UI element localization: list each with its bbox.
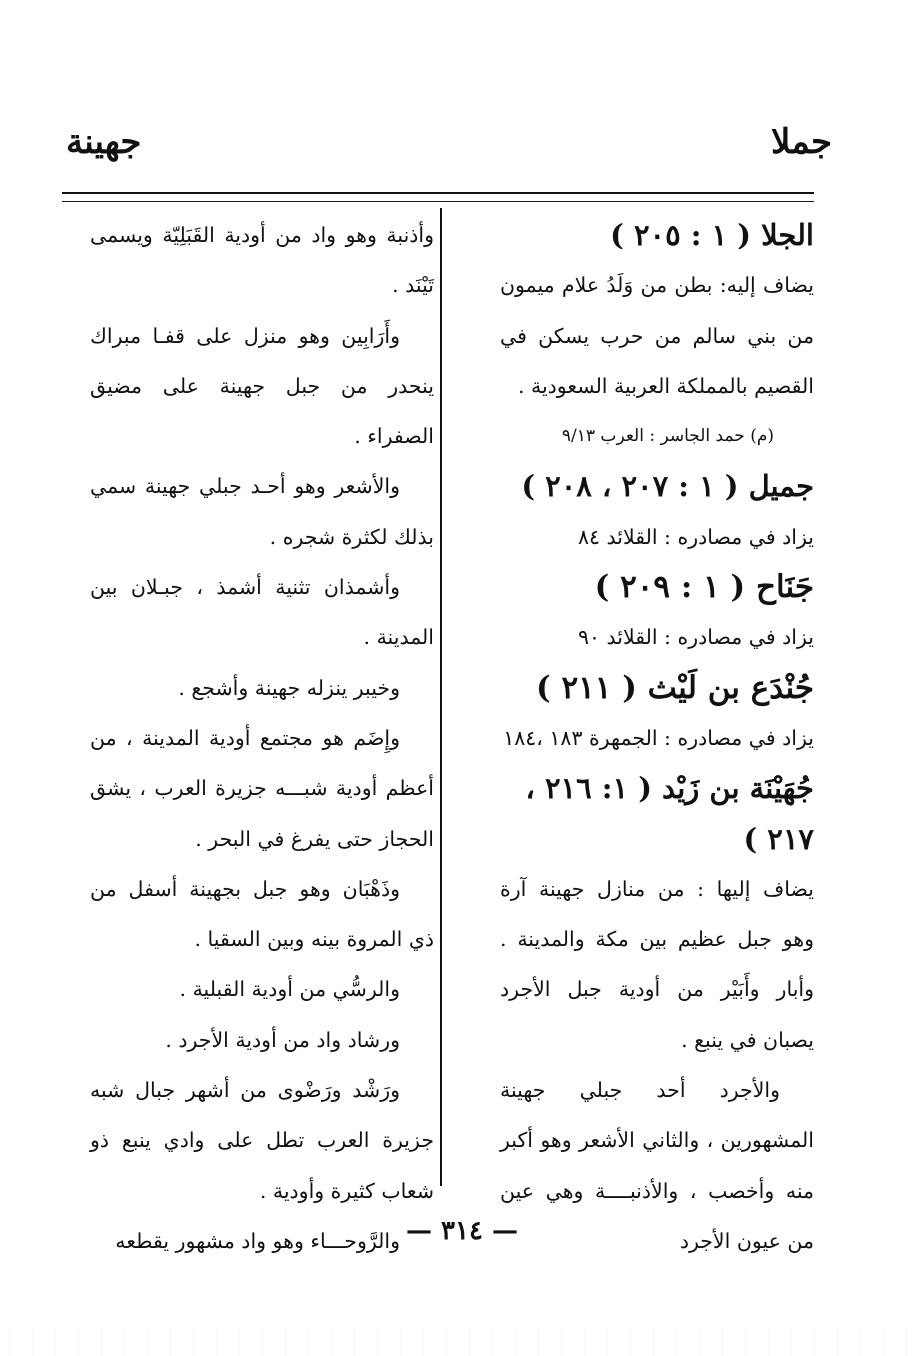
running-head-left: جهينة xyxy=(66,122,142,162)
right-column xyxy=(500,210,814,1266)
paragraph-khaybar: وخيبر ينزله جهينة وأشجع . xyxy=(178,675,400,700)
entry-note-jala: (م) حمد الجاسر : العرب ٩/١٣ xyxy=(561,426,774,447)
paragraph-rawha: والرَّوحـــاء وهو واد مشهور يقطعه xyxy=(115,1228,400,1253)
entry-heading-janah: جَنَاح ( ١ : ٢٠٩ ) xyxy=(594,569,814,606)
paragraph-arabin: وأَرَابِين وهو منزل على قفـا مبراك ينحدر من جبل جهينة على مضيق الصفراء . xyxy=(90,323,434,449)
header-rule-thick xyxy=(62,192,814,194)
entry-text-janah: يزاد في مصادره : القلائد ٩٠ xyxy=(577,625,814,650)
left-column xyxy=(90,210,434,1266)
entry-heading-jala: الجلا ( ١ : ٢٠٥ ) xyxy=(610,218,814,252)
entry-heading-jundaa: جُنْدَع بن لَيْث ( ٢١١ ) xyxy=(535,669,814,706)
paragraph-rashad: ورشاد واد من أودية الأجرد . xyxy=(165,1027,400,1052)
entry-text-jundaa: يزاد في مصادره : الجمهرة ١٨٣ ،١٨٤ xyxy=(503,725,814,750)
scan-noise xyxy=(0,1326,924,1356)
entry-text-juhayna-1: يضاف إليها : من منازل جهينة آرة وهو جبل عظيم بين مكة والمدينة . وأبار وأَبَيْر من أودية جبل الأجرد يصبان في ينبع . xyxy=(500,876,814,1052)
entry-heading-juhayna: جُهَيْنَة بن زَيْد ( ١: ٢١٦ ، ٢١٧ ) xyxy=(525,771,814,856)
column-divider xyxy=(440,208,442,1186)
running-head-right: جملا xyxy=(771,122,832,162)
paragraph-ashmadhan: وأشمذان تثنية أشمذ ، جبـلان بين المدينة . xyxy=(90,575,434,650)
entry-text-jamil: يزاد في مصادره : القلائد ٨٤ xyxy=(577,524,814,549)
header-rule-thin xyxy=(62,201,814,202)
paragraph-rashd-radwa: ورَشْد ورَضْوى من أشهر جبال شبه جزيرة العرب تطل على وادي ينبع ذو شعاب كثيرة وأودية . xyxy=(90,1078,434,1203)
paragraph-rassi: والرسُّي من أودية القبلية . xyxy=(179,977,400,1002)
page-number: — ٣١٤ — xyxy=(405,1216,519,1246)
entry-text-juhayna-2: والأجرد أحد جبلي جهينة المشهورين ، والثاني الأشعر وهو أكبر منه وأخصب ، والأذنبــــة وهي عين من عيون الأجرد xyxy=(500,1078,814,1253)
paragraph-idam: وإِضَم هو مجتمع أودية المدينة ، من أعظم أودية شبـــه جزيرة العرب ، يشق الحجاز حتى يفرغ في البحر . xyxy=(90,725,434,851)
paragraph-ashar: والأشعر وهو أحـد جبلي جهينة سمي بذلك لكثرة شجره . xyxy=(90,474,434,549)
entry-heading-jamil: جميل ( ١ : ٢٠٧ ، ٢٠٨ ) xyxy=(521,469,814,504)
paragraph-adhniba: وأذنبة وهو واد من أودية القَبَلِيّة ويسمى تَيْنَد . xyxy=(90,223,434,298)
entry-text-jala: يضاف إليه: بطن من وَلَدُ علام ميمون من بني سالم من حرب يسكن في القصيم بالمملكة العربية السعودية . xyxy=(500,273,814,398)
paragraph-dhahban: وذَهْبَان وهو جبل بجهينة أسفل من ذي المروة بينه وبين السقيا . xyxy=(90,876,434,952)
